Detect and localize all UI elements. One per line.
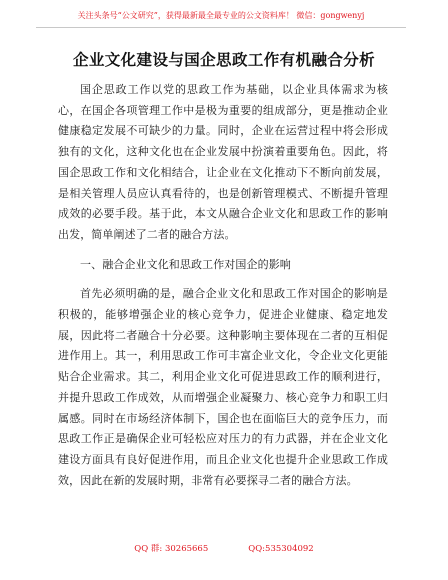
footer-qq: QQ:535304092 [248, 544, 314, 554]
footer-contact [0, 542, 448, 554]
document-title: 企业文化建设与国企思政工作有机融合分析 [72, 50, 376, 69]
intro-paragraph: 国企思政工作以党的思政工作为基础，以企业具体需求为核心，在国企各项管理工作中是极为重要的组成部分，更是推动企业健康稳定发展不可缺少的力量。同时，企业在运营过程中将会形成独有的文化，这种文化也在企业发展中扮演着重要角色。因此，将国企思政工作和文化相结合，让企业在文化推动下不断向前发展，是相关管理人员应认真看待的，也是创新管理模式、不断提升管理成效的必要手段。基于此，本文从融合企业文化和思政工作的影响出发，简单阐述了二者的融合方法。 [58, 83, 388, 241]
footer-qq-group: QQ 群: 30265665 [134, 544, 209, 554]
document-body [58, 80, 388, 491]
header-promo-note: 关注头条号“公文研究”，获得最新最全最专业的公文资料库！ 微信：gongwenyj [36, 10, 406, 28]
section-paragraph: 首先必须明确的是，融合企业文化和思政工作对国企的影响是积极的，能够增强企业的核心竞争力，促进企业健康、稳定地发展，因此将二者融合十分必要。这种影响主要体现在二者的互相促进作用上。其一，利用思政工作可丰富企业文化，令企业文化更能贴合企业需求。其二，利用企业文化可促进思政工作的顺利进行，并提升思政工作成效，从而增强企业凝聚力、核心竞争力和职工归属感。同时在市场经济体制下，国企也在面临巨大的竞争压力，而思政工作正是确保企业可轻松应对压力的有力武器，并在企业文化建设方面具有良好促进作用，而且企业文化也提升企业思政工作成效，因此在新的发展时期，非常有必要探寻二者的融合方法。 [58, 287, 388, 487]
section-heading: 一、融合企业文化和思政工作对国企的影响 [80, 257, 291, 271]
